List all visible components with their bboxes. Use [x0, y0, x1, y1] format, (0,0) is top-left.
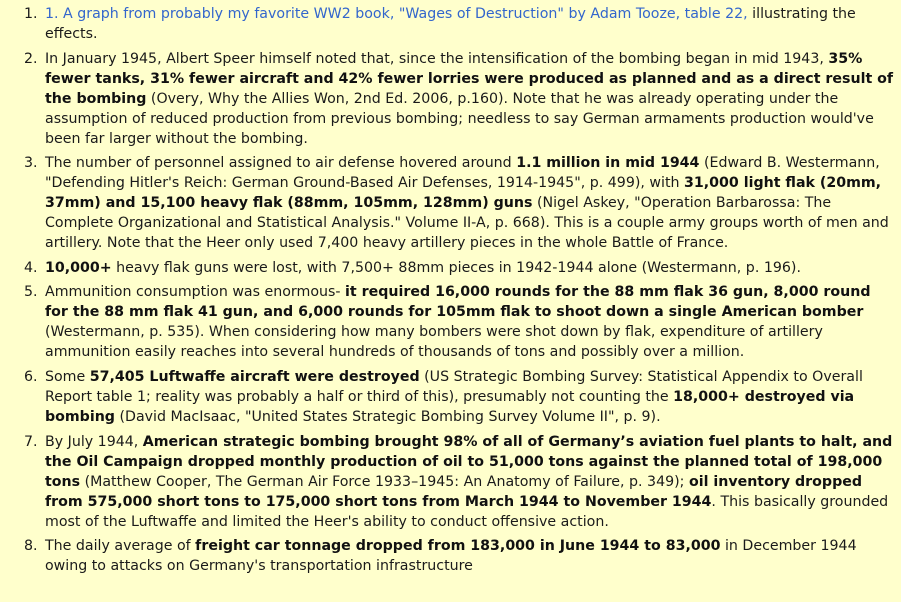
footnote-number: 6.	[24, 368, 38, 385]
text-run: Ammunition consumption was enormous-	[45, 284, 346, 301]
footnote-number: 7.	[24, 433, 38, 450]
footnote-text	[45, 6, 856, 42]
footnote-item	[24, 432, 895, 532]
text-run: The number of personnel assigned to air defense hovered around	[45, 155, 517, 172]
footnote-number: 1.	[24, 6, 38, 22]
emphasized-text: 57,405 Luftwaffe aircraft were destroyed	[89, 368, 420, 385]
emphasized-text: 31,000 light flak (20mm, 37mm) and 15,100 heavy flak (88mm, 105mm, 128mm) guns	[45, 175, 882, 212]
text-run: (US Strategic Bombing Survey: Statistical Appendix to Overall Report table 1; reality was probably a half or third of this), presumably not counting the	[45, 368, 863, 405]
footnote-text	[45, 260, 801, 276]
footnote-item	[24, 49, 895, 149]
footnote-number: 5.	[24, 284, 38, 301]
emphasized-text: freight car tonnage dropped from 183,000 in June 1944 to 83,000	[195, 538, 721, 555]
text-run: (Overy, Why the Allies Won, 2nd Ed. 2006, p.160). Note that he was already operating under the assumption of reduced production from previous bombing; needless to say German armaments production would've been far larger without the bombing.	[45, 90, 874, 147]
text-run: (David MacIsaac, "United States Strategic Bombing Survey Volume II", p. 9).	[114, 408, 661, 425]
footnote-number: 2.	[24, 50, 38, 67]
text-run: By July 1944,	[45, 433, 143, 450]
footnote-number: 8.	[24, 538, 38, 555]
text-run: In January 1945, Albert Speer himself noted that, since the intensification of the bombing began in mid 1943,	[45, 50, 829, 67]
footnote-text	[45, 284, 870, 360]
footnote-item	[24, 282, 895, 362]
text-run: Some	[45, 368, 90, 385]
footnote-text	[45, 538, 857, 574]
text-run: heavy flak guns were lost, with 7,500+ 88mm pieces in 1942-1944 alone (Westermann, p. 196).	[111, 259, 801, 276]
emphasized-text: 10,000+	[45, 259, 112, 276]
footnote-text	[45, 155, 889, 251]
text-run: (Matthew Cooper, The German Air Force 1933–1945: An Anatomy of Failure, p. 349);	[80, 473, 689, 490]
emphasized-text: oil inventory dropped from 575,000 short tons to 175,000 short tons from March 1944 to November 1944	[45, 473, 863, 510]
footnote-number: 3.	[24, 155, 38, 172]
footnote-item	[24, 367, 895, 427]
emphasized-text: American strategic bombing brought 98% of all of Germany’s aviation fuel plants to halt, and the Oil Campaign dropped monthly production of oil to 51,000 tons against the planned total of 198,000 tons	[45, 433, 893, 490]
footnote-text	[45, 369, 863, 425]
text-run: illustrating the effects.	[45, 6, 856, 42]
footnote-item	[24, 258, 895, 278]
text-run: (Nigel Askey, "Operation Barbarossa: The Complete Organizational and Statistical Analysis." Volume II-A, p. 668). This is a couple army groups worth of men and artillery. Note that the Heer only used 7,400 heavy artillery pieces in the whole Battle of France.	[45, 195, 889, 252]
text-run: . This basically grounded most of the Luftwaffe and limited the Heer's ability to conduct offensive action.	[45, 493, 889, 530]
emphasized-text: 35% fewer tanks, 31% fewer aircraft and 42% fewer lorries were produced as planned and as a direct result of the bombing	[45, 50, 894, 107]
text-run: (Edward B. Westermann, "Defending Hitler's Reich: German Ground-Based Air Defenses, 1914-1945", p. 499), with	[45, 155, 880, 192]
emphasized-text: 18,000+ destroyed via bombing	[45, 388, 855, 425]
footnote-number: 4.	[24, 259, 38, 276]
emphasized-text: 1.1 million in mid 1944	[516, 155, 700, 172]
footnote-item	[24, 536, 895, 576]
text-run: The daily average of	[45, 538, 196, 555]
footnote-item	[24, 153, 895, 253]
footnote-text	[45, 434, 892, 530]
source-link[interactable]: 1. A graph from probably my favorite WW2 book, "Wages of Destruction" by Adam Tooze, table 22,	[45, 6, 748, 22]
emphasized-text: it required 16,000 rounds for the 88 mm flak 36 gun, 8,000 round for the 88 mm flak 41 gun, and 6,000 rounds for 105mm flak to shoot down a single American bomber	[45, 284, 871, 321]
footnote-item	[24, 4, 895, 44]
text-run: (Westermann, p. 535). When considering how many bombers were shot down by flak, expenditure of artillery ammunition easily reaches into several hundreds of thousands of tons and possibly over a million.	[45, 324, 823, 361]
text-run: in December 1944 owing to attacks on Germany's transportation infrastructure	[45, 538, 857, 575]
footnote-text	[45, 51, 893, 147]
